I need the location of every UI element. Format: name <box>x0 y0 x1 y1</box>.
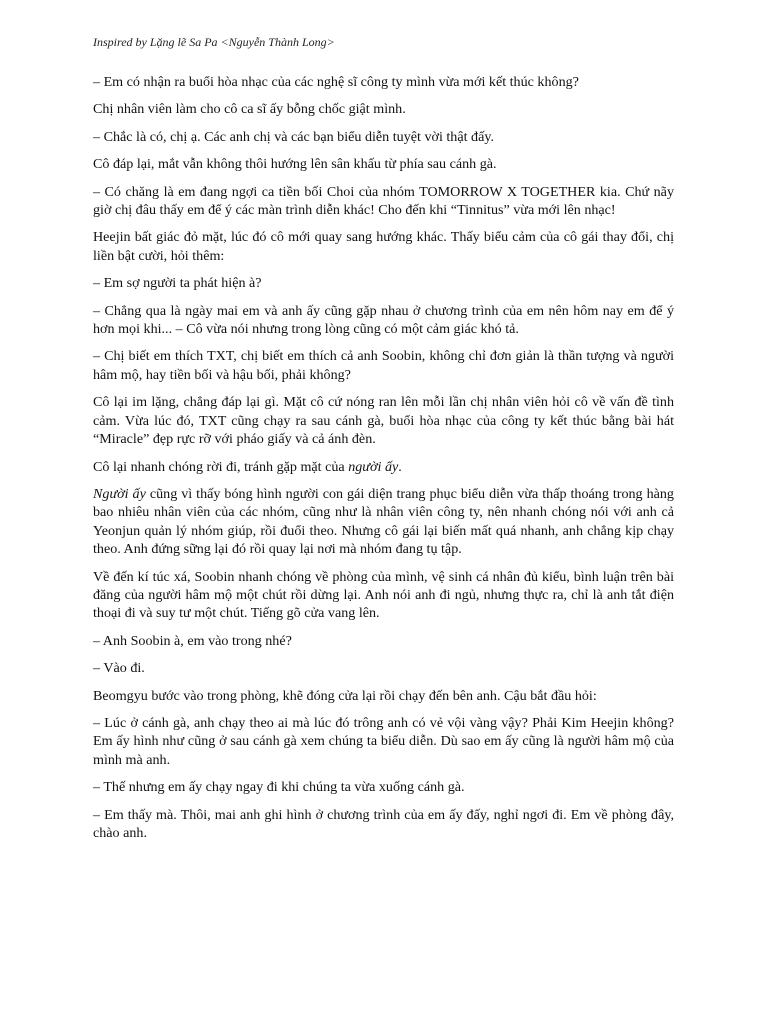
paragraph-7: – Em sợ người ta phát hiện à? <box>93 275 262 292</box>
paragraph-12-italic: Người ấy <box>93 485 146 502</box>
paragraph-11-text: Cô lại nhanh chóng rời đi, tránh gặp mặt của <box>93 458 349 475</box>
paragraph-10: Cô lại im lặng, chẳng đáp lại gì. Mặt cô cứ nóng ran lên mỗi lần chị nhân viên hỏi cô về vấn đề tình cảm. Vừa lúc đó, TXT cũng chạy ra sau cánh gà, buổi hòa nhạc của công ty kết thúc bằng bài hát “Miracle” đẹp rực rỡ với pháo giấy và cả ánh đèn. <box>93 394 674 448</box>
paragraph-11-italic: người ấy <box>348 458 399 475</box>
paragraph-4: Cô đáp lại, mắt vẫn không thôi hướng lên sân khấu từ phía sau cánh gà. <box>93 156 497 173</box>
paragraph-2: Chị nhân viên làm cho cô ca sĩ ấy bỗng chốc giật mình. <box>93 101 406 118</box>
page-header: Inspired by Lặng lẽ Sa Pa <Nguyễn Thành Long> <box>93 35 335 49</box>
paragraph-9: – Chị biết em thích TXT, chị biết em thích cả anh Soobin, không chỉ đơn giản là thần tượng và người hâm mộ, hay tiền bối và hậu bối, phải không? <box>93 348 674 383</box>
paragraph-11 <box>93 458 674 476</box>
paragraph-19: – Em thấy mà. Thôi, mai anh ghi hình ở chương trình của em ấy đấy, nghỉ ngơi đi. Em về phòng đây, chào anh. <box>93 806 674 841</box>
paragraph-15: – Vào đi. <box>93 660 145 677</box>
paragraph-18: – Thế nhưng em ấy chạy ngay đi khi chúng ta vừa xuống cánh gà. <box>93 779 465 796</box>
paragraph-6: Heejin bất giác đỏ mặt, lúc đó cô mới quay sang hướng khác. Thấy biểu cảm của cô gái thay đổi, chị liền bật cười, hỏi thêm: <box>93 229 674 264</box>
document-page <box>93 34 674 851</box>
paragraph-13: Về đến kí túc xá, Soobin nhanh chóng về phòng của mình, vệ sinh cá nhân đủ kiểu, bình luận trên bài đăng của người hâm mộ một chút rồi dừng lại. Anh nói anh đi ngủ, nhưng thực ra, chỉ là anh tắt điện thoại đi và suy tư một chút. Tiếng gõ cửa vang lên. <box>93 568 674 622</box>
paragraph-5: – Có chăng là em đang ngợi ca tiền bối Choi của nhóm TOMORROW X TOGETHER kia. Chứ nãy giờ chị đâu thấy em để ý các màn trình diễn khác! Cho đến khi “Tinnitus” vừa mới lên nhạc! <box>93 183 674 219</box>
paragraph-3: – Chắc là có, chị ạ. Các anh chị và các bạn biểu diễn tuyệt vời thật đấy. <box>93 128 495 145</box>
paragraph-12-text: cũng vì thấy bóng hình người con gái diện trang phục biểu diễn vừa thấp thoáng trong hàng bao nhiêu nhân viên của các nhóm, cũng như là nhân viên công ty, nên nhanh chóng nói với anh cả Yeonjun quản lý nhóm giúp, rồi đuổi theo. Nhưng cô gái lại biến mất quá nhanh, anh chẳng kịp chạy theo. Anh đứng sững lại đó rồi quay lại nơi mà nhóm đang tụ tập. <box>93 485 674 558</box>
paragraph-11-end: . <box>398 458 402 475</box>
paragraph-12 <box>93 485 674 559</box>
paragraph-17: – Lúc ở cánh gà, anh chạy theo ai mà lúc đó trông anh có vẻ vội vàng vậy? Phải Kim Heejin không? Em ấy hình như cũng ở sau cánh gà xem chúng ta biểu diễn. Dù sao em ấy cũng là người hâm mộ của mình mà anh. <box>93 714 674 768</box>
paragraph-14: – Anh Soobin à, em vào trong nhé? <box>93 632 292 649</box>
paragraph-8: – Chẳng qua là ngày mai em và anh ấy cũng gặp nhau ở chương trình của em nên hôm nay em để ý hơn mọi khi... – Cô vừa nói nhưng trong lòng cũng có một cảm giác khó tả. <box>93 302 674 338</box>
paragraph-1: – Em có nhận ra buổi hòa nhạc của các nghệ sĩ công ty mình vừa mới kết thúc không? <box>93 74 579 90</box>
paragraph-16: Beomgyu bước vào trong phòng, khẽ đóng cửa lại rồi chạy đến bên anh. Cậu bắt đầu hỏi: <box>93 687 597 704</box>
